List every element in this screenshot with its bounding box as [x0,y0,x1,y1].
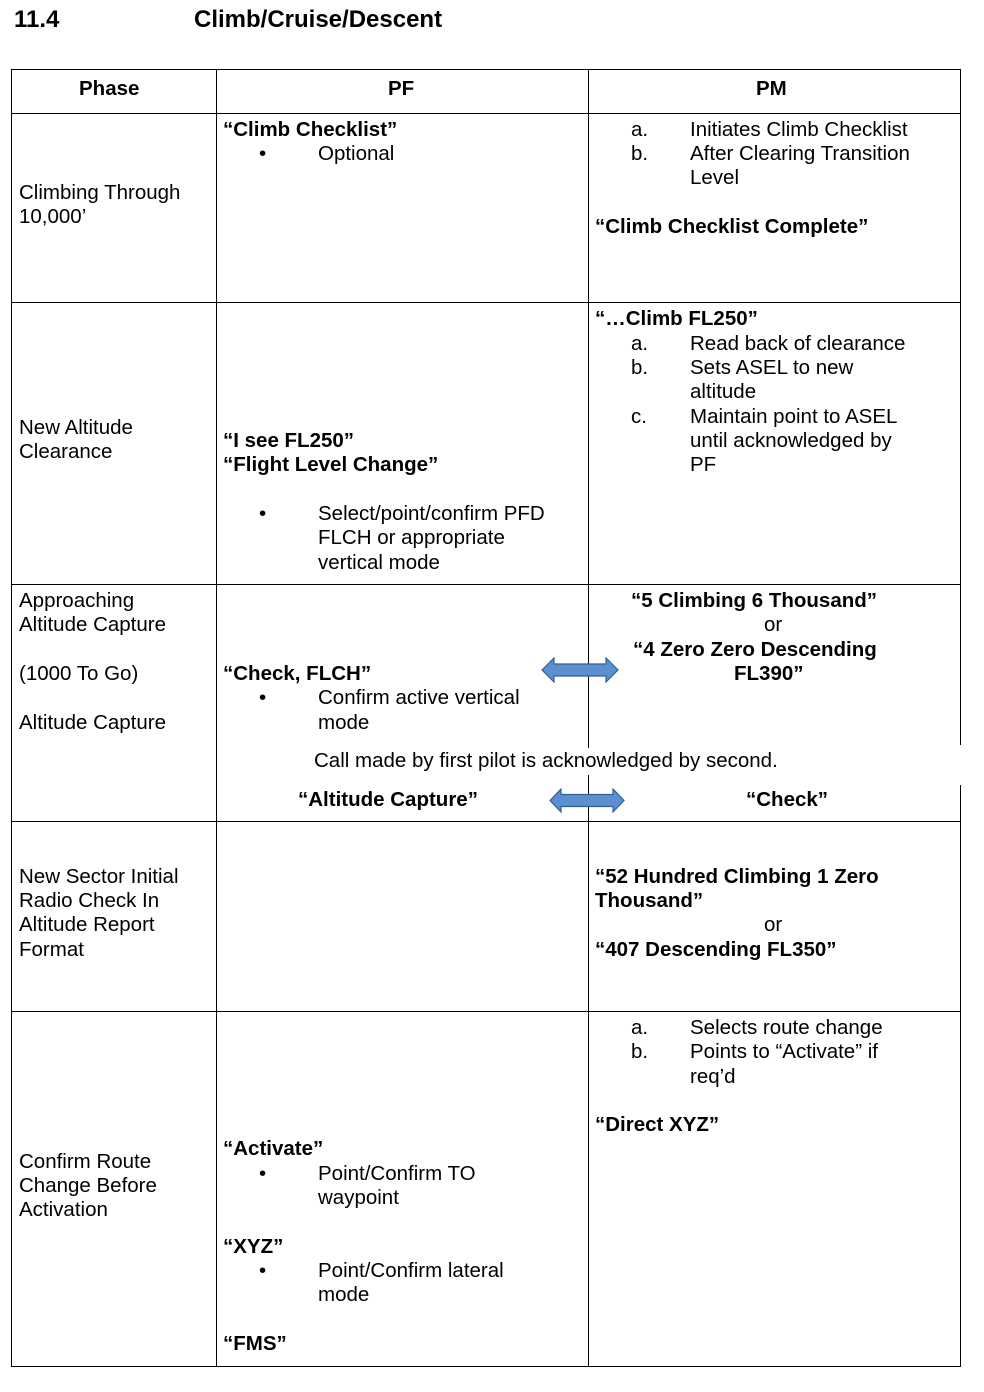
table-border-top [11,69,961,70]
column-divider [588,69,589,1367]
phase-line: New Sector Initial [19,865,179,888]
bullet: • [259,1162,267,1185]
column-divider [216,69,217,1367]
phase-line: Clearance [19,440,113,463]
list-marker: c. [631,405,647,428]
double-arrow-icon [549,788,625,813]
phase-line: Altitude Capture [19,613,167,636]
bullet: • [259,142,267,165]
acknowledge-note: Call made by first pilot is acknowledged by second. [314,749,778,772]
pm-item-text: req’d [690,1065,736,1088]
pm-callout: FL390” [734,662,804,685]
pm-callout: “Direct XYZ” [595,1113,720,1136]
phase-line: Approaching [19,589,135,612]
section-title: Climb/Cruise/Descent [194,6,443,33]
phase-line: Altitude Capture [19,711,167,734]
row-divider [11,302,961,303]
phase-line: New Altitude [19,416,133,439]
pf-bullet-text: Point/Confirm lateral [318,1259,504,1282]
pf-callout: “FMS” [223,1332,287,1355]
list-marker: a. [631,332,649,355]
phase-line: Altitude Report [19,913,155,936]
pm-callout: Thousand” [595,889,704,912]
pf-bullet-text: Point/Confirm TO [318,1162,476,1185]
pf-callout: “Check, FLCH” [223,662,372,685]
pm-item-text: until acknowledged by [690,429,892,452]
pm-item-text: Maintain point to ASEL [690,405,898,428]
double-arrow-shape [550,789,624,812]
pm-item-text: Initiates Climb Checklist [690,118,908,141]
pm-callout: “…Climb FL250” [595,307,758,330]
phase-line: Format [19,938,84,961]
border-gap [955,745,967,785]
or-text: or [764,913,783,936]
list-marker: b. [631,142,649,165]
table-border-left [11,69,12,1367]
pm-callout: “5 Climbing 6 Thousand” [631,589,878,612]
pf-callout: “Flight Level Change” [223,453,439,476]
pm-callout: “4 Zero Zero Descending [633,638,877,661]
pf-bullet-text: Confirm active vertical [318,686,520,709]
header-phase: Phase [79,77,140,100]
pm-item-text: Sets ASEL to new [690,356,854,379]
pm-callout: “Check” [746,788,829,811]
pm-item-text: Points to “Activate” if [690,1040,878,1063]
phase-line: Climbing Through [19,181,181,204]
pf-bullet-text: Select/point/confirm PFD [318,502,545,525]
phase-line: Radio Check In [19,889,160,912]
table-border-bottom [11,1366,961,1367]
pf-callout: “Activate” [223,1137,324,1160]
pm-callout: “407 Descending FL350” [595,938,837,961]
phase-line: (1000 To Go) [19,662,139,685]
double-arrow-icon [541,657,619,683]
list-marker: a. [631,118,649,141]
pf-callout: “Climb Checklist” [223,118,398,141]
row-divider [11,113,961,114]
pm-callout: “52 Hundred Climbing 1 Zero [595,865,879,888]
header-pf: PF [388,77,415,100]
pf-callout: “XYZ” [223,1235,284,1258]
pf-bullet-text: FLCH or appropriate [318,526,505,549]
bullet: • [259,686,267,709]
list-marker: a. [631,1016,649,1039]
pf-bullet-text: mode [318,1283,370,1306]
pf-callout: “I see FL250” [223,429,355,452]
pm-item-text: Read back of clearance [690,332,906,355]
phase-line: Confirm Route [19,1150,152,1173]
pf-callout: “Altitude Capture” [298,788,478,811]
phase-line: Change Before [19,1174,157,1197]
double-arrow-shape [542,658,618,682]
phase-line: 10,000’ [19,205,87,228]
table-border-right [960,69,961,1367]
list-marker: b. [631,1040,649,1063]
row-divider [11,584,961,585]
pf-bullet-text: Optional [318,142,395,165]
pm-item-text: PF [690,453,717,476]
pf-bullet-text: waypoint [318,1186,399,1209]
pf-bullet-text: mode [318,711,370,734]
pm-item-text: Level [690,166,740,189]
pm-item-text: Selects route change [690,1016,883,1039]
row-divider [11,821,961,822]
list-marker: b. [631,356,649,379]
phase-line: Activation [19,1198,108,1221]
pm-item-text: After Clearing Transition [690,142,910,165]
row-divider [11,1011,961,1012]
pm-item-text: altitude [690,380,757,403]
bullet: • [259,1259,267,1282]
section-number: 11.4 [14,6,60,33]
pf-bullet-text: vertical mode [318,551,440,574]
or-text: or [764,613,783,636]
header-pm: PM [756,77,787,100]
bullet: • [259,502,267,525]
pm-callout: “Climb Checklist Complete” [595,215,869,238]
